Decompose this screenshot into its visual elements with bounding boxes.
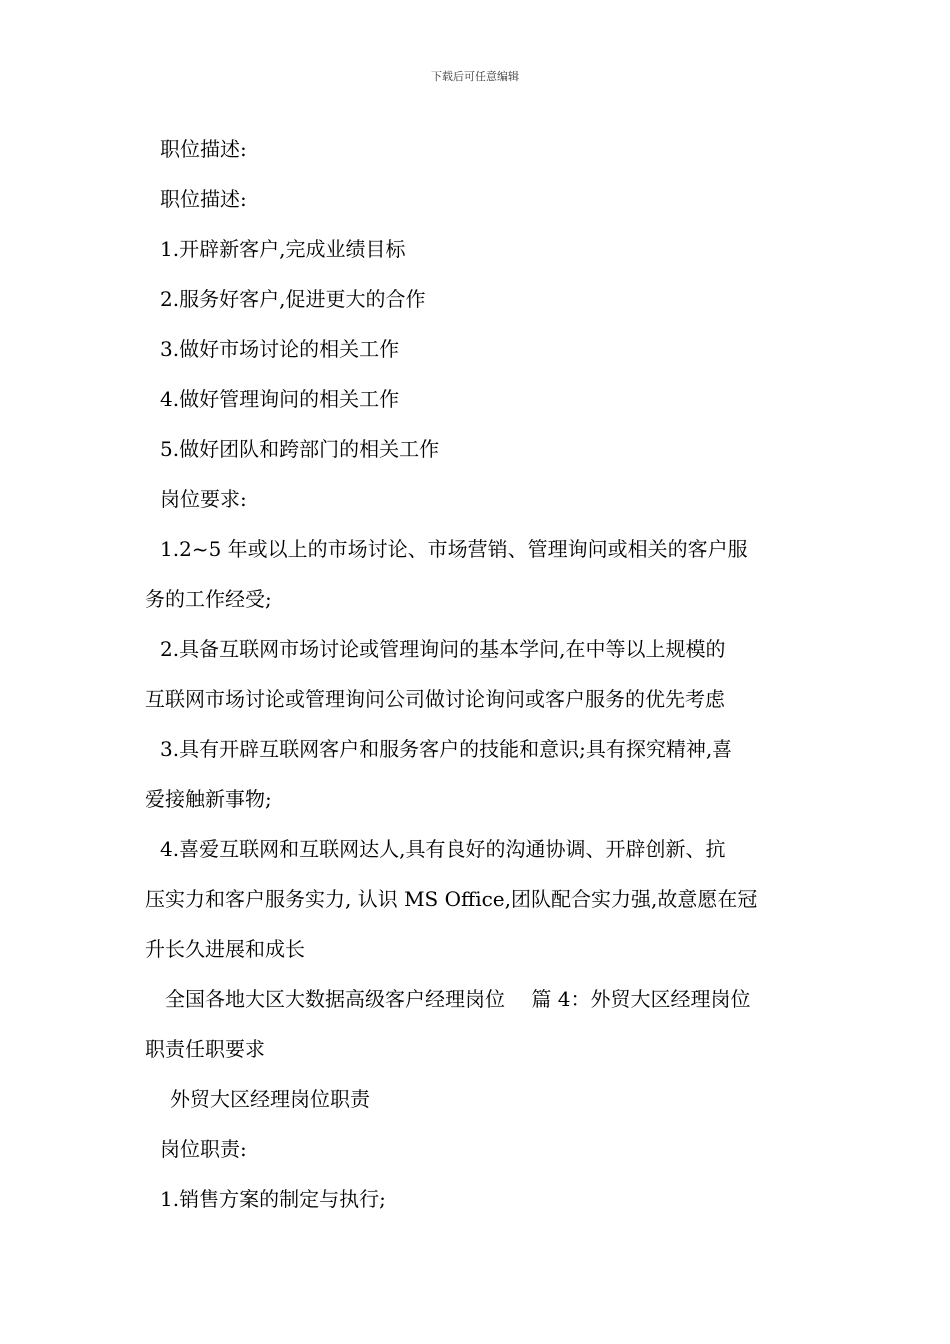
paragraph-line: 务的工作经受; xyxy=(145,587,272,611)
paragraph-line: 职位描述: xyxy=(160,137,247,161)
paragraph-line: 1.2~5 年或以上的市场讨论、市场营销、管理询问或相关的客户服 xyxy=(160,537,748,561)
paragraph-line: 4.做好管理询问的相关工作 xyxy=(160,387,400,411)
paragraph-line: 4.喜爱互联网和互联网达人,具有良好的沟通协调、开辟创新、抗 xyxy=(160,837,726,861)
paragraph-line: 职位描述: xyxy=(160,187,247,211)
paragraph-line: 全国各地大区大数据高级客户经理岗位 篇 4：外贸大区经理岗位 xyxy=(165,987,751,1011)
page-header: 下载后可任意编辑 xyxy=(431,70,519,83)
paragraph-line: 2.服务好客户,促进更大的合作 xyxy=(160,287,426,311)
paragraph-line: 2.具备互联网市场讨论或管理询问的基本学问,在中等以上规模的 xyxy=(160,637,726,661)
paragraph-line: 1.开辟新客户,完成业绩目标 xyxy=(160,237,406,261)
paragraph-line: 升长久进展和成长 xyxy=(145,937,305,961)
paragraph-line: 互联网市场讨论或管理询问公司做讨论询问或客户服务的优先考虑 xyxy=(145,687,725,711)
paragraph-line: 3.具有开辟互联网客户和服务客户的技能和意识;具有探究精神,喜 xyxy=(160,737,733,761)
paragraph-line: 爱接触新事物; xyxy=(145,787,272,811)
paragraph-line: 职责任职要求 xyxy=(145,1037,265,1061)
paragraph-line: 岗位要求: xyxy=(160,487,247,511)
paragraph-line: 3.做好市场讨论的相关工作 xyxy=(160,337,400,361)
paragraph-line: 1.销售方案的制定与执行; xyxy=(160,1187,386,1211)
paragraph-line: 岗位职责: xyxy=(160,1137,247,1161)
paragraph-line: 5.做好团队和跨部门的相关工作 xyxy=(160,437,440,461)
paragraph-line: 压实力和客户服务实力, 认识 MS Office,团队配合实力强,故意愿在冠 xyxy=(145,887,758,911)
paragraph-line: 外贸大区经理岗位职责 xyxy=(170,1087,370,1111)
